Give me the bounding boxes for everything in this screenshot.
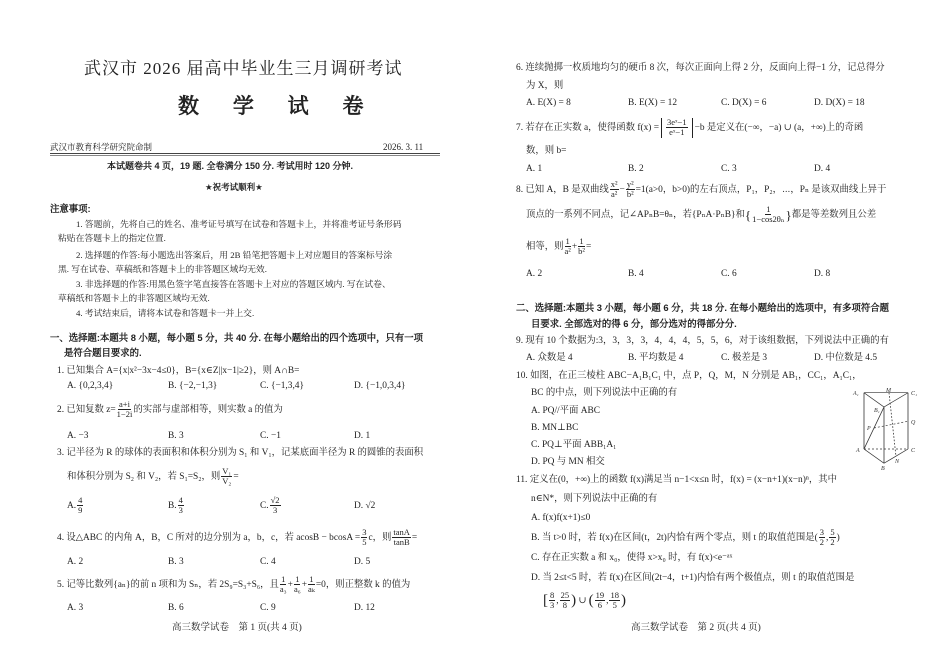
label-b: B bbox=[881, 466, 885, 472]
option-letter: B. bbox=[168, 501, 177, 511]
exam-date: 2026. 3. 11 bbox=[383, 142, 424, 152]
q7-option-d: D. 4 bbox=[814, 164, 831, 174]
q3-fraction bbox=[221, 467, 232, 487]
option-letter: C. bbox=[260, 501, 269, 511]
label-a: A bbox=[856, 448, 860, 454]
q7-option-b: B. 2 bbox=[628, 164, 644, 174]
notice-line: 4. 考试结束后，请将本试卷和答题卡一并上交. bbox=[76, 308, 255, 318]
q7-option-a: A. 1 bbox=[526, 164, 543, 174]
q6-stem: 6. 连续抛掷一枚质地均匀的硬币 8 次，每次正面向上得 2 分，反面向上得−1 分，记总得分 bbox=[516, 63, 885, 73]
q6-option-d: D. D(X) = 18 bbox=[814, 98, 865, 108]
q9-option-b: B. 平均数是 4 bbox=[628, 353, 684, 363]
q2-option-d: D. 1 bbox=[354, 431, 371, 441]
q2-stem bbox=[57, 400, 283, 420]
exam-subtitle: 数 学 试 卷 bbox=[178, 95, 378, 118]
q7-post: −b 是定义在(−∞，−a) ∪ (a，+∞)上的奇函 bbox=[694, 123, 864, 133]
q5-post: =0，则正整数 k 的值为 bbox=[315, 580, 411, 590]
numerator: √2 bbox=[270, 495, 280, 505]
q2-option-a: A. −3 bbox=[67, 431, 89, 441]
q8-line3b: = bbox=[585, 242, 592, 252]
q1-option-b: B. {−2,−1,3} bbox=[168, 381, 218, 391]
section1-heading: 一、选择题:本题共 8 小题，每小题 5 分，共 40 分. 在每小题给出的四个选项中，只有一项 bbox=[50, 332, 423, 343]
q4-option-c: C. 4 bbox=[260, 557, 276, 567]
numerator: 3 bbox=[819, 527, 825, 537]
denominator: 1−2i bbox=[116, 409, 133, 420]
denominator: 1−cos2θₙ bbox=[752, 214, 785, 225]
q4-post: = bbox=[411, 533, 418, 543]
numerator: 3eˣ−1 bbox=[667, 117, 687, 127]
notice-line: 2. 选择题的作答:每小题选出答案后，用 2B 铅笔把答题卡上对应题目的答案标号涂 bbox=[76, 250, 393, 260]
notice-heading: 注意事项: bbox=[50, 203, 91, 214]
denominator: 3 bbox=[178, 505, 183, 516]
numerator: 1 bbox=[309, 574, 314, 584]
denominator: V₂ bbox=[222, 476, 232, 487]
q2-post: 的实部与虚部相等，则实数 a 的值为 bbox=[133, 405, 283, 415]
q10-option-d: D. PQ 与 MN 相交 bbox=[531, 457, 605, 467]
q11-stem-cont: n∈N*，则下列说法中正确的有 bbox=[531, 494, 658, 504]
numerator: a+i bbox=[119, 399, 130, 409]
numerator: 1 bbox=[295, 574, 300, 584]
denominator: 5 bbox=[362, 537, 367, 548]
numerator: 4 bbox=[178, 495, 183, 505]
q3-pre: 和体积分别为 S₂ 和 V₂，若 S₁=S₂，则 bbox=[67, 472, 221, 482]
q4-option-a: A. 2 bbox=[67, 557, 84, 567]
q5-option-a: A. 3 bbox=[67, 603, 84, 613]
q11-stem: 11. 定义在(0，+∞)上的函数 f(x)满足当 n−1<x≤n 时，f(x) = (x−n+1)(x−n)ⁿ，其中 bbox=[516, 475, 837, 485]
header-rule bbox=[50, 153, 440, 156]
q5-stem: 5. 记等比数列{aₙ}的前 n 项和为 Sₙ，若 2S₉=S₃+S₆，且 $\frac{1}{\text{a₃}}$ + $\frac{1}{\text{a₆}}$ + $\frac{1}{\text{aₖ}}$ =0，则正整数 k 的值为 bbox=[57, 574, 411, 595]
q1-option-d: D. {−1,0,3,4} bbox=[354, 381, 406, 391]
section2-heading: 二、选择题:本题共 3 小题，每小题 6 分，共 18 分. 在每小题给出的选项中，有多项符合题 bbox=[516, 302, 889, 313]
page-footer-2: 高三数学试卷 第 2 页(共 4 页) bbox=[631, 623, 761, 633]
q1-stem: 1. 已知集合 A={x|x²−3x−4≤0}，B={x∈Z||x−1|≥2}，则 A∩B= bbox=[57, 366, 300, 376]
q5-pre: 5. 记等比数列{aₙ}的前 n 项和为 Sₙ，若 2S₉=S₃+S₆，且 bbox=[57, 580, 279, 590]
q7-pre: 7. 若存在正实数 a，使得函数 f(x) = bbox=[516, 123, 660, 133]
notice-line: 黑. 写在试卷、草稿纸和答题卡上的非答题区域均无效. bbox=[58, 264, 267, 274]
q8-option-a: A. 2 bbox=[526, 269, 543, 279]
q7-stem-cont: 数，则 b= bbox=[526, 146, 567, 156]
q9-option-c: C. 极差是 3 bbox=[721, 353, 768, 363]
option-letter: A. bbox=[67, 501, 77, 511]
denominator: a₆ bbox=[293, 584, 301, 595]
q9-stem: 9. 现有 10 个数据为:3，3，3，3，4，4，4，5，5，6，对于该组数据，下列说法中正确的有 bbox=[516, 336, 889, 346]
q11-option-d: D. 当 2≤t<5 时，若 f(x)在区间(2t−4，t+1)内恰有两个极值点，则 t 的取值范围是 bbox=[531, 573, 855, 583]
q2-fraction bbox=[117, 400, 133, 420]
q6-option-a: A. E(X) = 8 bbox=[526, 98, 571, 108]
denominator: aₖ bbox=[307, 584, 315, 595]
q8-line2a: 顶点的一系列不同点，记∠APₙB=θₙ，若{PₙA·PₙB}和 bbox=[526, 210, 745, 220]
notice-line: 3. 非选择题的作答:用黑色签字笔直接答在答题卡上对应的答题区域内. 写在试卷、 bbox=[76, 279, 391, 289]
numerator: V₁ bbox=[222, 466, 232, 476]
q6-option-b: B. E(X) = 12 bbox=[628, 98, 678, 108]
notice-line: 1. 答题前，先将自己的姓名、准考证号填写在试卷和答题卡上，并将准考证号条形码 bbox=[76, 219, 402, 229]
q1-option-a: A. {0,2,3,4} bbox=[67, 381, 114, 391]
notice-line: 粘贴在答题卡上的指定位置. bbox=[58, 233, 166, 243]
q11-b-post: ) bbox=[836, 533, 840, 543]
page-footer-1: 高三数学试卷 第 1 页(共 4 页) bbox=[172, 623, 302, 633]
q7-option-c: C. 3 bbox=[721, 164, 737, 174]
q10-stem-cont: BC 的中点，则下列说法中正确的有 bbox=[531, 388, 678, 398]
q3-option-c bbox=[260, 496, 282, 516]
label-c: C bbox=[911, 448, 916, 454]
q5-option-d: D. 12 bbox=[354, 603, 375, 613]
q11-option-d-range: [ $\frac{8}{3}$ , $\frac{25}{8}$ ) ∪ ( $\frac{19}{6}$ , $\frac{18}{5}$ ) bbox=[543, 590, 626, 611]
q3-stem: 3. 记半径为 R 的球体的表面积和体积分别为 S₁ 和 V₁，记某底面半径为 R 的圆锥的表面积 bbox=[57, 448, 424, 458]
q4-option-b: B. 3 bbox=[168, 557, 184, 567]
numerator: 3 bbox=[362, 527, 367, 537]
section1-heading-cont: 是符合题目要求的. bbox=[64, 347, 142, 358]
label-p: P bbox=[867, 426, 871, 432]
q10-option-b: B. MN⊥BC bbox=[531, 423, 579, 433]
q3-post: = bbox=[233, 472, 239, 482]
denominator: 2 bbox=[819, 537, 825, 548]
q8-post: =1(a>0，b>0)的左右顶点，P₁，P₂，⋯，Pₙ 是该双曲线上异于 bbox=[635, 185, 887, 195]
q11-option-c: C. 存在正实数 a 和 x₀，使得 x>x₀ 时，有 f(x)<e⁻ᵃˣ bbox=[531, 553, 733, 563]
denominator: 6 bbox=[597, 600, 603, 611]
q3-stem-cont bbox=[67, 467, 239, 487]
numerator: 18 bbox=[610, 590, 619, 600]
q4-pre: 4. 设△ABC 的内角 A，B，C 所对的边分别为 a，b，c，若 acosB − bcosA = bbox=[57, 533, 361, 543]
q10-option-c: C. PQ⊥平面 ABB₁A₁ bbox=[531, 440, 617, 450]
numerator: 8 bbox=[550, 590, 555, 600]
numerator: tanA bbox=[393, 527, 410, 537]
q11-option-b: B. 当 t>0 时，若 f(x)在区间(t，2t)内恰有两个零点，则 t 的取值范围是( $\frac{3}{2}$ , $\frac{5}{2}$ ) bbox=[531, 527, 840, 548]
denominator: b² bbox=[578, 246, 585, 257]
q8-option-d: D. 8 bbox=[814, 269, 831, 279]
denominator: 5 bbox=[612, 600, 617, 611]
denominator: 3 bbox=[272, 505, 278, 516]
q5-option-c: C. 9 bbox=[260, 603, 276, 613]
label-b1: B₁ bbox=[874, 408, 880, 414]
section2-heading-cont: 目要求. 全部选对的得 6 分，部分选对的得部分分. bbox=[531, 318, 737, 329]
label-c1: C₁ bbox=[911, 391, 918, 397]
q8-stem: 8. 已知 A，B 是双曲线 $\frac{\text{x²}}{\text{a²}}$ − $\frac{\text{y²}}{\text{b²}}$ =1(a>0，b>0)的左右顶点，P₁，P₂，⋯，Pₙ 是该双曲线上异于 bbox=[516, 179, 887, 200]
numerator: 5 bbox=[830, 527, 835, 537]
numerator: 1 bbox=[579, 236, 584, 246]
q4-option-d: D. 5 bbox=[354, 557, 371, 567]
numerator: x² bbox=[610, 179, 618, 189]
q6-option-c: C. D(X) = 6 bbox=[721, 98, 767, 108]
label-q: Q bbox=[911, 420, 916, 426]
q4-mid: c，则 bbox=[368, 533, 392, 543]
exam-title: 武汉市 2026 届高中毕业生三月调研考试 bbox=[84, 59, 403, 78]
q3-option-d: D. √2 bbox=[354, 501, 376, 511]
label-n: N bbox=[895, 459, 900, 465]
q8-pre: 8. 已知 A，B 是双曲线 bbox=[516, 185, 609, 195]
denominator: a₃ bbox=[279, 584, 287, 595]
numerator: 25 bbox=[560, 590, 570, 600]
exam-info: 本试题卷共 4 页，19 题. 全卷满分 150 分. 考试用时 120 分钟. bbox=[107, 161, 354, 171]
denominator: 3 bbox=[550, 600, 555, 611]
prism-figure bbox=[852, 386, 932, 474]
label-a1: A₁ bbox=[853, 391, 859, 397]
denominator: 2 bbox=[830, 537, 835, 548]
q11-option-a: A. f(x)f(x+1)≤0 bbox=[531, 513, 591, 523]
q10-option-a: A. PQ//平面 ABC bbox=[531, 406, 601, 416]
numerator: 1 bbox=[565, 236, 570, 246]
q8-stem-cont: 顶点的一系列不同点，记∠APₙB=θₙ，若{PₙA·PₙB}和{ $\frac{1}{\text{1−cos2θₙ}}$ }都是等差数列且公差 bbox=[526, 204, 877, 225]
q5-option-b: B. 6 bbox=[168, 603, 184, 613]
denominator: 8 bbox=[562, 600, 567, 611]
q3-option-b bbox=[168, 496, 185, 516]
q1-option-c: C. {−1,3,4} bbox=[260, 381, 304, 391]
q8-option-b: B. 4 bbox=[628, 269, 644, 279]
numerator: 19 bbox=[595, 590, 605, 600]
q3-option-a bbox=[67, 496, 84, 516]
q2-option-b: B. 3 bbox=[168, 431, 184, 441]
numerator: 4 bbox=[78, 495, 83, 505]
q8-stem-cont2: 相等，则 $\frac{1}{\text{a²}}$ + $\frac{1}{\text{b²}}$ = bbox=[526, 236, 592, 257]
q10-stem: 10. 如图，在正三棱柱 ABC−A₁B₁C₁ 中，点 P，Q，M，N 分别是 AB₁，CC₁，A₁C₁， bbox=[516, 371, 862, 381]
denominator: eˣ−1 bbox=[669, 127, 685, 138]
numerator: 1 bbox=[766, 204, 771, 214]
q7-stem bbox=[516, 118, 863, 138]
denominator: b² bbox=[626, 189, 634, 200]
denominator: tanB bbox=[393, 537, 410, 548]
q8-option-c: C. 6 bbox=[721, 269, 737, 279]
notice-line: 草稿纸和答题卡上的非答题区域均无效. bbox=[58, 293, 210, 303]
q8-line2b: 都是等差数列且公差 bbox=[791, 210, 877, 220]
q8-line3a: 相等，则 bbox=[526, 242, 564, 252]
q6-stem-cont: 为 X，则 bbox=[526, 81, 564, 91]
q2-option-c: C. −1 bbox=[260, 431, 281, 441]
blessing: ★祝考试顺利★ bbox=[205, 182, 263, 192]
q9-option-a: A. 众数是 4 bbox=[526, 353, 573, 363]
denominator: a² bbox=[610, 189, 618, 200]
q11-b-pre: B. 当 t>0 时，若 f(x)在区间(t，2t)内恰有两个零点，则 t 的取值范围是( bbox=[531, 533, 818, 543]
q4-stem bbox=[57, 528, 417, 548]
numerator: y² bbox=[626, 179, 634, 189]
denominator: 9 bbox=[78, 505, 83, 516]
q9-option-d: D. 中位数是 4.5 bbox=[814, 353, 878, 363]
q2-pre: 2. 已知复数 z= bbox=[57, 405, 116, 415]
denominator: a² bbox=[564, 246, 571, 257]
label-m: M bbox=[886, 388, 891, 394]
issuer: 武汉市教育科学研究院命制 bbox=[50, 142, 153, 152]
numerator: 1 bbox=[281, 574, 286, 584]
